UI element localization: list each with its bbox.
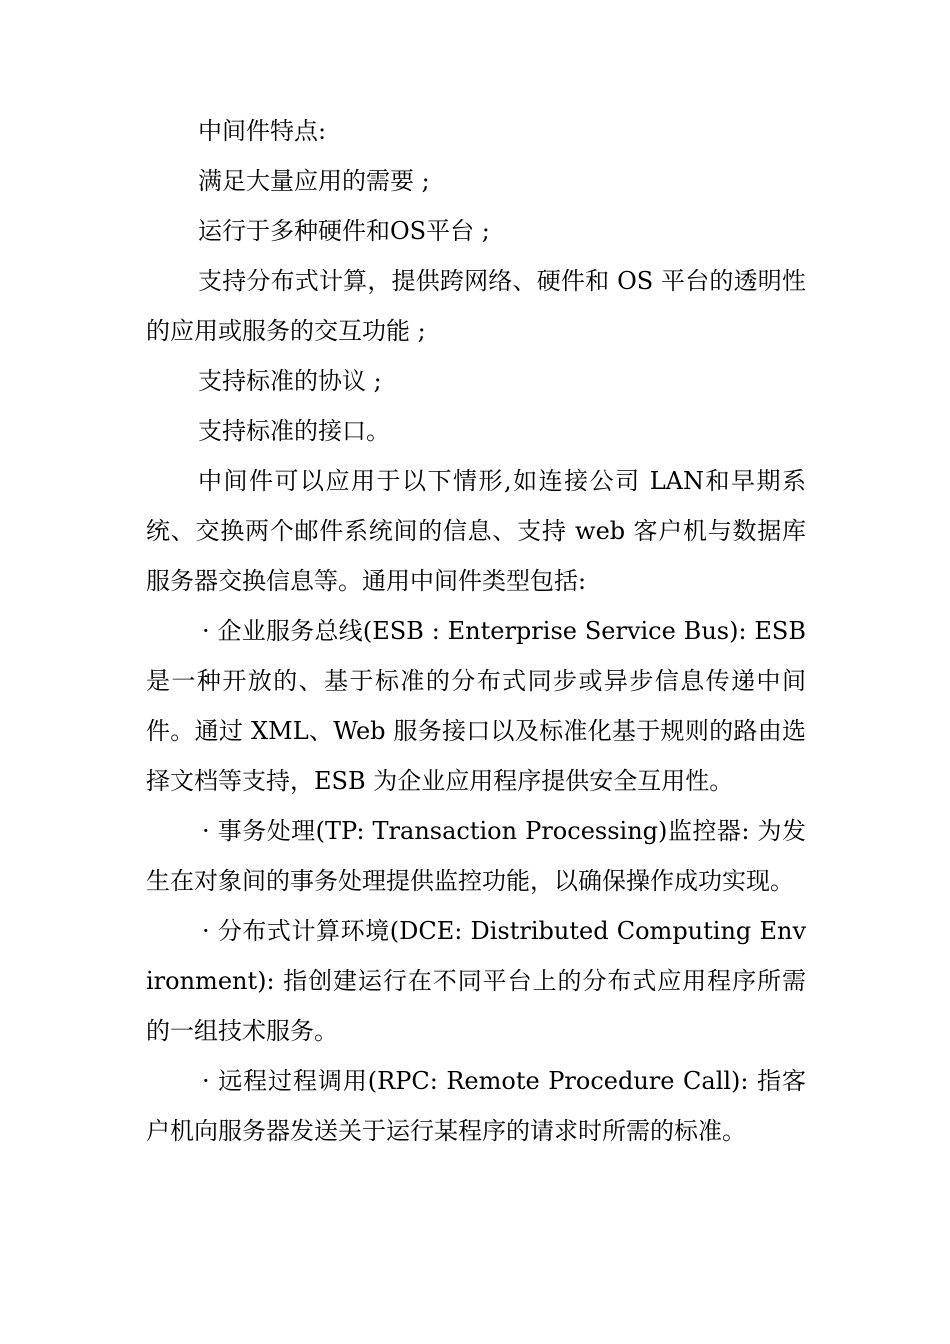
- paragraph-middleware-features-heading: 中间件特点:: [198, 117, 327, 145]
- paragraph-dce: · 分布式计算环境(DCE: Distributed Computing Environment): 指创建运行在不同平台上的分布式应用程序所需的一组技术服务。: [146, 917, 806, 1045]
- document-body: [146, 106, 806, 1156]
- paragraph-rpc: · 远程过程调用(RPC: Remote Procedure Call): 指客户机向服务器发送关于运行某程序的请求时所需的标准。: [146, 1067, 806, 1145]
- paragraph-esb: · 企业服务总线(ESB : Enterprise Service Bus): ESB 是一种开放的、基于标准的分布式同步或异步信息传递中间件。通过 XML、Web 服务接口以及标准化基于规则的路由选择文档等支持，ESB 为企业应用程序提供安全互用性。: [146, 617, 806, 795]
- paragraph-feature-standard-interfaces: 支持标准的接口。: [198, 417, 390, 445]
- paragraph-feature-distributed-computing: 支持分布式计算，提供跨网络、硬件和 OS 平台的透明性的应用或服务的交互功能 ;: [146, 267, 806, 345]
- paragraph-feature-multi-platform: 运行于多种硬件和OS平台 ;: [198, 217, 490, 245]
- paragraph-middleware-use-cases: 中间件可以应用于以下情形,如连接公司 LAN和早期系统、交换两个邮件系统间的信息、支持 web 客户机与数据库服务器交换信息等。通用中间件类型包括:: [146, 467, 806, 595]
- paragraph-tp-monitor: · 事务处理(TP: Transaction Processing)监控器: 为发生在对象间的事务处理提供监控功能，以确保操作成功实现。: [146, 817, 806, 895]
- paragraph-feature-standard-protocols: 支持标准的协议 ;: [198, 367, 382, 395]
- paragraph-feature-large-apps: 满足大量应用的需要 ;: [198, 167, 430, 195]
